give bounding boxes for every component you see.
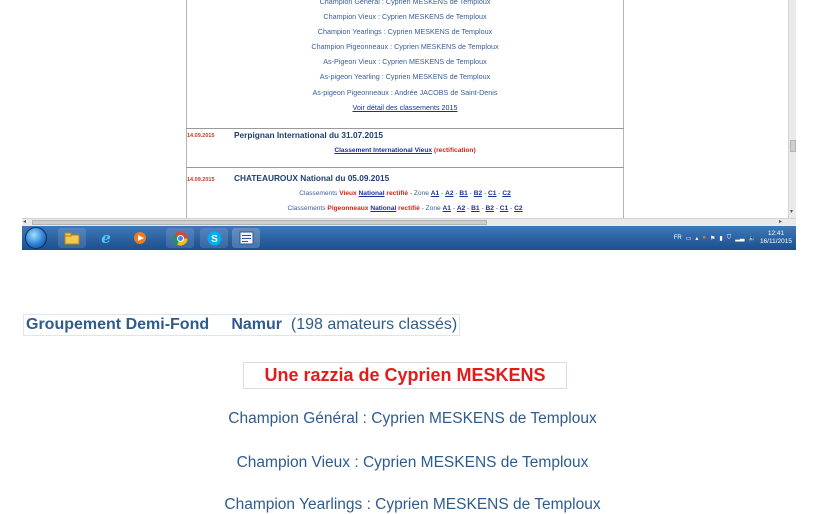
row-category: Pigeonneaux <box>327 205 369 212</box>
section-date: 14.09.2015 <box>187 133 215 139</box>
section-title: Perpignan International du 31.07.2015 <box>234 130 383 140</box>
chevron-up-icon[interactable]: ▴ <box>695 235 699 242</box>
zone-link-b2[interactable]: B2 <box>473 190 483 197</box>
rectifie-label: rectifié <box>398 205 420 212</box>
group-header <box>23 314 460 336</box>
clock-date: 16/11/2015 <box>759 238 792 245</box>
horizontal-scrollbar[interactable] <box>22 218 796 226</box>
svg-text:S: S <box>210 233 218 245</box>
zone-label: - Zone <box>421 205 441 212</box>
zone-link-c2[interactable]: C2 <box>514 205 523 212</box>
keyboard-icon[interactable]: ▭ <box>685 235 692 242</box>
web-page-area <box>22 0 788 218</box>
folder-icon[interactable] <box>58 228 86 248</box>
media-player-icon[interactable] <box>126 228 154 248</box>
group-city: Namur <box>231 316 283 333</box>
system-tray <box>674 226 792 250</box>
detail-link[interactable]: Voir détail des classements 2015 <box>352 103 458 112</box>
list-item: As-pigeon Yearling : Cyprien MESKENS de Temploux <box>319 72 491 81</box>
list-item: Champion Yearlings : Cyprien MESKENS de Temploux <box>317 27 493 36</box>
list-item: Champion Pigeonneaux : Cyprien MESKENS de Temploux <box>311 42 499 51</box>
zone-link-c1[interactable]: C1 <box>499 205 509 212</box>
section-title: CHATEAUROUX National du 05.09.2015 <box>234 173 390 183</box>
row-prefix: Classements <box>299 190 338 197</box>
zone-link-a2[interactable]: A2 <box>456 205 466 212</box>
clock-time: 12:41 <box>767 230 785 237</box>
windows-start-icon[interactable] <box>25 227 47 249</box>
zone-label: - Zone <box>409 190 429 197</box>
signal-icon[interactable]: ▂▃ <box>735 235 745 242</box>
row-prefix: Classements <box>287 205 326 212</box>
shield-icon[interactable]: ⛉ <box>726 234 732 241</box>
tray-app-icon[interactable]: ● <box>702 235 706 241</box>
vieux-row: Classements Vieux National rectifié - Zone A1 - A2 - B1 - B2 - C1 - C2 <box>299 190 511 197</box>
rectification-note: (rectification) <box>433 147 476 154</box>
section-divider <box>186 128 624 129</box>
champion-line: Champion Yearlings : Cyprien MESKENS de Temploux <box>224 496 601 513</box>
network-icon[interactable]: ▮ <box>719 235 723 242</box>
participant-count: (198 amateurs classés) <box>290 316 458 333</box>
language-indicator[interactable]: FR <box>673 235 682 241</box>
list-item: As-pigeon Pigeonneaux : Andrée JACOBS de Saint-Denis <box>312 88 498 97</box>
classement-link[interactable]: Classement International Vieux <box>334 147 433 154</box>
list-item: As-Pigeon Vieux : Cyprien MESKENS de Temploux <box>323 57 487 66</box>
zone-link-a1[interactable]: A1 <box>430 190 440 197</box>
volume-icon[interactable]: 🔈 <box>748 235 756 242</box>
zone-link-c2[interactable]: C2 <box>502 190 511 197</box>
scroll-right-icon[interactable]: ▸ <box>779 219 783 225</box>
national-link[interactable]: National <box>370 205 397 212</box>
national-link[interactable]: National <box>358 190 385 197</box>
detail-link-row <box>186 103 624 112</box>
group-name: Groupement Demi-Fond <box>26 316 210 333</box>
clock[interactable] <box>760 230 792 246</box>
word-icon[interactable] <box>232 228 260 248</box>
chrome-icon[interactable] <box>166 228 194 248</box>
taskbar <box>22 226 796 250</box>
list-item: Champion Vieux : Cyprien MESKENS de Temploux <box>323 12 487 21</box>
champion-line: Champion Vieux : Cyprien MESKENS de Temploux <box>236 454 589 471</box>
section-link-row <box>186 147 624 154</box>
vertical-scrollbar[interactable] <box>788 0 796 218</box>
vertical-scroll-thumb[interactable] <box>790 140 796 152</box>
headline: Une razzia de Cyprien MESKENS <box>243 362 567 389</box>
internet-explorer-icon[interactable]: e <box>101 229 111 247</box>
flag-icon[interactable]: ⚑ <box>710 235 716 242</box>
horizontal-scroll-thumb[interactable] <box>32 220 487 225</box>
zone-link-a2[interactable]: A2 <box>445 190 454 197</box>
zone-link-a1[interactable]: A1 <box>442 205 451 212</box>
zone-link-b2[interactable]: B2 <box>485 205 494 212</box>
scroll-left-icon[interactable]: ◂ <box>23 219 27 225</box>
rectifie-label: rectifié <box>386 190 409 197</box>
zone-link-b1[interactable]: B1 <box>459 190 468 197</box>
row-category: Vieux <box>339 190 357 197</box>
skype-icon[interactable] <box>200 228 228 248</box>
browser-screenshot <box>22 0 796 250</box>
scroll-down-icon[interactable]: ▾ <box>790 209 794 215</box>
pigeonneaux-row: Classements Pigeonneaux National rectifié - Zone A1 - A2 - B1 - B2 - C1 - C2 <box>287 205 523 212</box>
list-item: Champion Général : Cyprien MESKENS de Temploux <box>319 0 491 6</box>
zone-link-c1[interactable]: C1 <box>488 190 497 197</box>
zone-link-b1[interactable]: B1 <box>471 205 480 212</box>
champion-line: Champion Général : Cyprien MESKENS de Temploux <box>228 410 597 427</box>
section-date: 14.09.2015 <box>187 177 215 183</box>
section-divider <box>186 167 624 168</box>
